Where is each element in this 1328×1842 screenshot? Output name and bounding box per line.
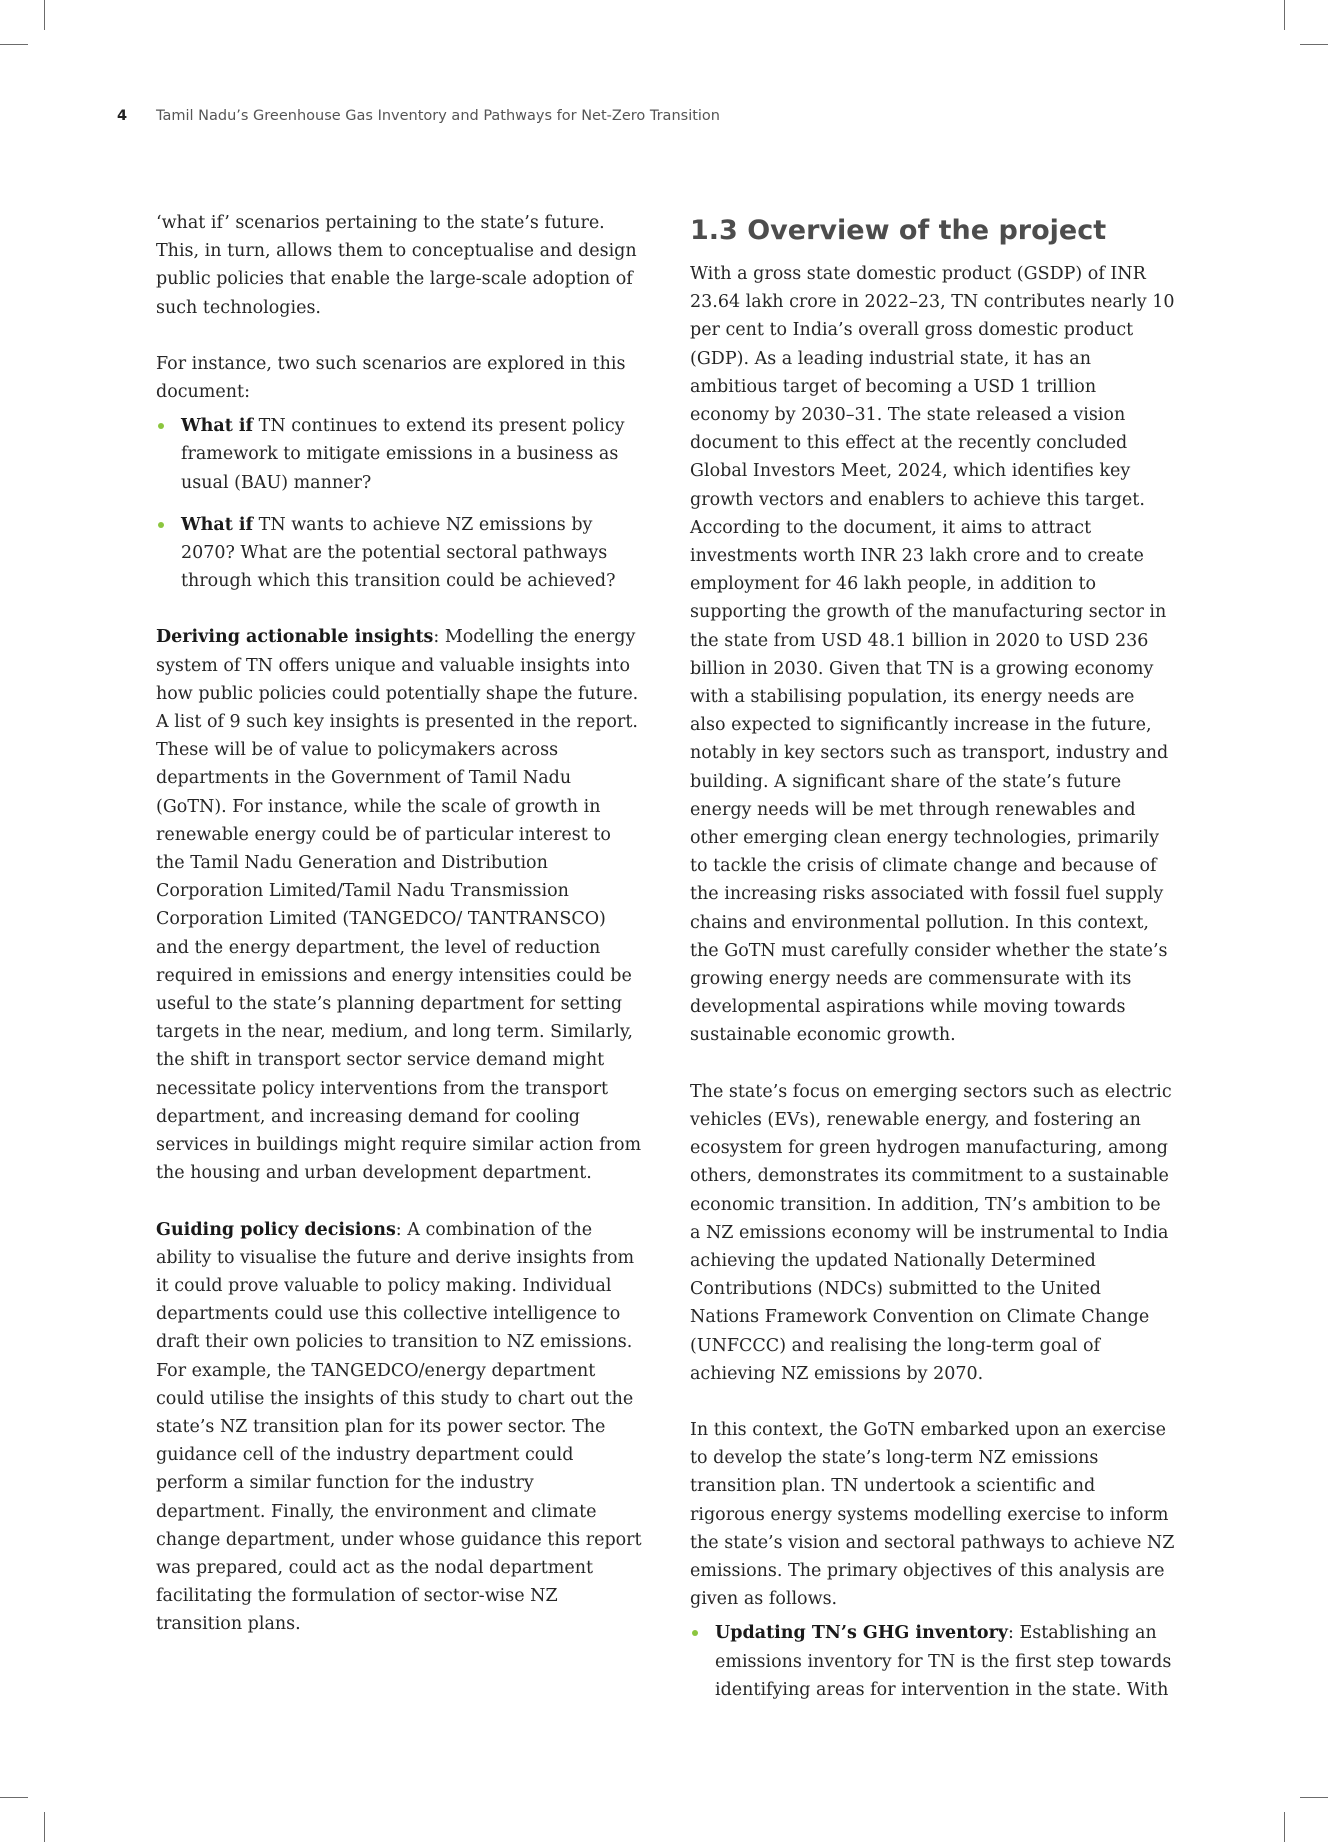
- left-column: [156, 209, 644, 1667]
- bullet-text: TN continues to extend its present policy framework to mitigate emissions in a business as usual (BAU) manner?: [181, 416, 625, 493]
- policy-heading: Guiding policy decisions: [156, 1219, 396, 1240]
- section-title: 1.3 Overview of the project: [690, 215, 1107, 246]
- crop-mark-bottom-left-v: [44, 1812, 45, 1842]
- instance-paragraph: For instance, two such scenarios are explored in this document:: [156, 353, 626, 403]
- crop-mark-bottom-left-h: [0, 1797, 28, 1798]
- list-item: [156, 511, 644, 596]
- list-item: [690, 1619, 1175, 1704]
- bullet-icon: [158, 423, 164, 429]
- scenario-list: [156, 412, 644, 595]
- bullet-bold-lead: What if: [181, 514, 254, 535]
- list-item: [156, 412, 644, 497]
- bullet-icon: [158, 522, 164, 528]
- running-title: Tamil Nadu’s Greenhouse Gas Inventory and Pathways for Net-Zero Transition: [156, 108, 720, 124]
- page-number: 4: [117, 108, 128, 124]
- crop-mark-bottom-right-h: [1300, 1797, 1328, 1798]
- crop-mark-top-right-v: [1284, 0, 1285, 30]
- insights-text: : Modelling the energy system of TN offers unique and valuable insights into how public policies could potentially shape the future. A list of 9 such key insights is presented in the report. These will be of value to policymakers across departments in the Government of Tamil Nadu (GoTN). For instance, while the scale of growth in renewable energy could be of particular interest to the Tamil Nadu Generation and Distribution Corporation Limited/Tamil Nadu Transmission Corporation Limited (TANGEDCO/ TANTRANSCO) and the energy department, the level of reduction required in emissions and energy intensities could be useful to the state’s planning department for setting targets in the near, medium, and long term. Similarly, the shift in transport sector service demand might necessitate policy interventions from the transport department, and increasing demand for cooling services in buildings might require similar action from the housing and urban development department.: [156, 627, 642, 1184]
- crop-mark-top-left-h: [0, 44, 28, 45]
- bullet-bold-lead: What if: [181, 416, 254, 437]
- objectives-list: [690, 1619, 1175, 1704]
- right-column: [690, 214, 1175, 1732]
- insights-heading: Deriving actionable insights: [156, 627, 434, 648]
- running-header: [117, 108, 720, 124]
- crop-mark-bottom-right-v: [1284, 1812, 1285, 1842]
- overview-paragraph-2: The state’s focus on emerging sectors such as electric vehicles (EVs), renewable energy, and fostering an ecosystem for green hydrogen manufacturing, among others, demonstrates its commitment to a sustainable economic transition. In addition, TN’s ambition to be a NZ emissions economy will be instrumental to India achieving the updated Nationally Determined Contributions (NDCs) submitted to the United Nations Framework Convention on Climate Change (UNFCCC) and realising the long-term goal of achieving NZ emissions by 2070.: [690, 1081, 1172, 1384]
- insights-paragraph: [156, 623, 644, 1187]
- overview-paragraph-3: In this context, the GoTN embarked upon an exercise to develop the state’s long-term NZ emissions transition plan. TN undertook a scientific and rigorous energy systems modelling exercise to inform the state’s vision and sectoral pathways to achieve NZ emissions. The primary objectives of this analysis are given as follows.: [690, 1419, 1175, 1610]
- policy-paragraph: [156, 1216, 644, 1639]
- intro-paragraph: ‘what if’ scenarios pertaining to the state’s future. This, in turn, allows them to conceptualise and design public policies that enable the large-scale adoption of such technologies.: [156, 213, 637, 318]
- crop-mark-top-left-v: [44, 0, 45, 30]
- bullet-icon: [692, 1630, 698, 1636]
- policy-text: : A combination of the ability to visualise the future and derive insights from it could prove valuable to policy making. Individual departments could use this collective intelligence to draft their own policies to transition to NZ emissions. For example, the TANGEDCO/energy department could utilise the insights of this study to chart out the state’s NZ transition plan for its power sector. The guidance cell of the industry department could perform a similar function for the industry department. Finally, the environment and climate change department, under whose guidance this report was prepared, could act as the nodal department facilitating the formulation of sector-wise NZ transition plans.: [156, 1219, 642, 1635]
- crop-mark-top-right-h: [1300, 44, 1328, 45]
- bullet-bold-lead: Updating TN’s GHG inventory: [715, 1623, 1008, 1644]
- overview-paragraph-1: With a gross state domestic product (GSDP) of INR 23.64 lakh crore in 2022–23, TN contributes nearly 10 per cent to India’s overall gross domestic product (GDP). As a leading industrial state, it has an ambitious target of becoming a USD 1 trillion economy by 2030–31. The state released a vision document to this effect at the recently concluded Global Investors Meet, 2024, which identifies key growth vectors and enablers to achieve this target. According to the document, it aims to attract investments worth INR 23 lakh crore and to create employment for 46 lakh people, in addition to supporting the growth of the manufacturing sector in the state from USD 48.1 billion in 2020 to USD 236 billion in 2030. Given that TN is a growing economy with a stabilising population, its energy needs are also expected to significantly increase in the future, notably in key sectors such as transport, industry and building. A significant share of the state’s future energy needs will be met through renewables and other emerging clean energy technologies, primarily to tackle the crisis of climate change and because of the increasing risks associated with fossil fuel supply chains and environmental pollution. In this context, the GoTN must carefully consider whether the state’s growing energy needs are commensurate with its developmental aspirations while moving towards sustainable economic growth.: [690, 264, 1175, 1046]
- bullet-text: : Establishing an emissions inventory for TN is the first step towards identifying areas for intervention in the state. With: [715, 1623, 1172, 1700]
- bullet-text: TN wants to achieve NZ emissions by 2070? What are the potential sectoral pathways through which this transition could be achieved?: [181, 514, 616, 592]
